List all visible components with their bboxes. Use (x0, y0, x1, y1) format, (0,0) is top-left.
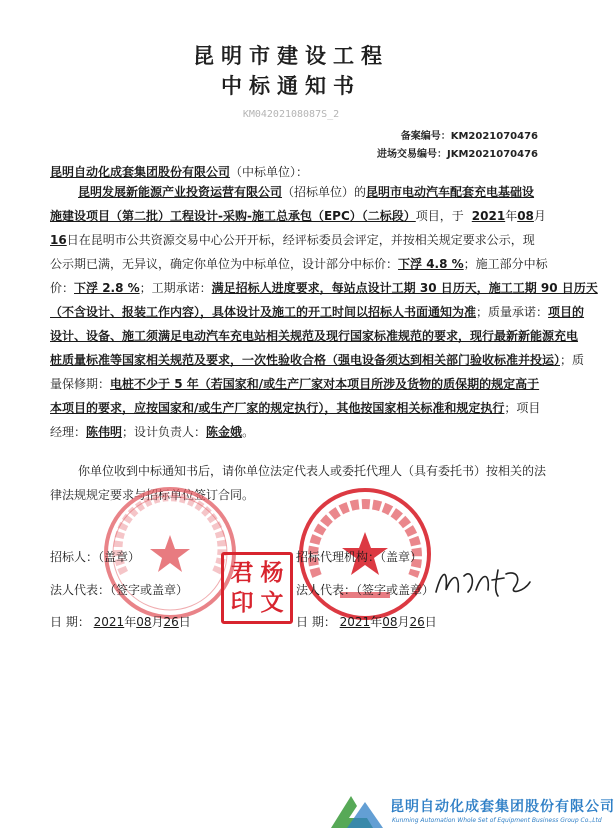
seal-char: 杨 (260, 559, 284, 586)
tenderer-stamp-label: 招标人：（盖章） (50, 550, 141, 564)
personal-seal (221, 552, 293, 624)
company-logo-icon (327, 792, 387, 832)
agency-stamp-label: 招标代理机构：（盖章） (296, 550, 423, 564)
open-year: 2021 (471, 209, 506, 223)
body-text: ；设计负责人： (122, 425, 207, 439)
footer-company-cn: 昆明自动化成套集团股份有限公司 (390, 799, 615, 815)
body-text: 价： (50, 281, 75, 295)
document-number: KM04202108087S_2 (242, 109, 340, 120)
body-text: ；项目 (504, 401, 541, 415)
date-day: 26 (163, 615, 179, 629)
footer-company-en: Kunming Automation Whole Set of Equipment Business Group Co.,Ltd (392, 817, 602, 824)
month-unit: 月 (397, 615, 410, 629)
quality-commitment-cont: 设计、设备、施工须满足电动汽车充电站相关规范及现行国家标准规范的要求，现行最新新能源充电 (50, 329, 579, 343)
footer-brand (0, 790, 615, 840)
design-lead: 陈金娥 (206, 425, 243, 439)
agency-legal-rep-label: 法人代表：（签字或盖章） (296, 583, 435, 597)
seal-char: 文 (260, 589, 284, 616)
recipient-line (50, 163, 308, 180)
agency-date (296, 613, 437, 630)
body-line-2 (50, 207, 546, 225)
open-month: 08 (517, 209, 534, 223)
tenderer-date (50, 613, 191, 630)
year-unit: 年 (370, 615, 383, 629)
title-line-2: 中标通知书 (221, 73, 361, 98)
recipient-suffix: （中标单位）： (230, 165, 309, 179)
filing-label: 备案编号： (400, 131, 451, 142)
quality-commitment-end: 桩质量标准等国家相关规范及要求，一次性验收合格（强电设备须达到相关部门验收标准并投运） (50, 353, 561, 367)
body-line-3 (50, 231, 535, 249)
warranty-period: 电桩不少于 5 年（若国家和/或生产厂家对本项目所涉及货物的质保期的规定高于 (110, 377, 540, 391)
body-text: ；工期承诺： (139, 281, 212, 295)
day-unit: 日 (178, 615, 191, 629)
body-line-7 (50, 327, 578, 345)
winning-bidder-name: 昆明自动化成套集团股份有限公司 (50, 165, 231, 179)
body-line-1 (78, 183, 534, 201)
schedule-commitment: 满足招标人进度要求，每站点设计工期 30 日历天，施工工期 90 日历天 (211, 281, 598, 295)
warranty-period-cont: 本项目的要求，应按国家和/或生产厂家的规定执行），其他按国家相关标准和规定执行 (50, 401, 505, 415)
body-text: ；质 (560, 353, 585, 367)
open-day: 16 (50, 233, 67, 247)
project-manager: 陈伟明 (86, 425, 123, 439)
body-line-6 (50, 303, 584, 321)
filing-number (401, 127, 538, 142)
body-text: 量保修期： (50, 377, 111, 391)
body-text: 。 (242, 425, 255, 439)
design-bid-price: 下浮 4.8 % (398, 257, 464, 271)
body-text: 经理： (50, 425, 87, 439)
body-line-11 (50, 423, 254, 441)
date-label: 日 期： (296, 615, 336, 629)
seal-char: 君 (230, 559, 254, 586)
date-month: 08 (382, 615, 398, 629)
date-month: 08 (136, 615, 152, 629)
construction-bid-price: 下浮 2.8 % (74, 281, 140, 295)
project-name-part2: 施建设项目（第二批）工程设计-采购-施工总承包（EPC）（二标段） (50, 209, 416, 223)
quality-commitment: 项目的 (548, 305, 585, 319)
body-text: 日在昆明市公共资源交易中心公开开标，经评标委员会评定，并按相关规定要求公示，现 (66, 233, 535, 247)
tenderer-legal-rep-label: 法人代表：（签字或盖章） (50, 583, 189, 597)
title-line-1: 昆明市建设工程 (193, 43, 389, 68)
year-unit: 年 (124, 615, 137, 629)
body-line-4 (50, 255, 548, 273)
month-unit: 月 (151, 615, 164, 629)
year-unit: 年 (505, 209, 518, 223)
date-year: 2021 (93, 615, 125, 629)
body-line-8 (50, 351, 584, 369)
body-line-5 (50, 279, 598, 297)
body-line-10 (50, 399, 540, 417)
project-name-part1: 昆明市电动汽车配套充电基础设 (366, 185, 535, 199)
month-unit: 月 (533, 209, 546, 223)
schedule-commitment-cont: （不含设计、报装工作内容），具体设计及施工的开工时间以招标人书面通知为准 (50, 305, 477, 319)
trade-label: 进场交易编号： (376, 149, 447, 160)
date-year: 2021 (339, 615, 371, 629)
date-day: 26 (409, 615, 425, 629)
body-text: （招标单位）的 (282, 185, 367, 199)
body-text: ；质量承诺： (476, 305, 549, 319)
handwritten-signature (432, 562, 536, 602)
body-line-9 (50, 375, 539, 393)
filing-value: KM2021070476 (450, 131, 538, 142)
date-label: 日 期： (50, 615, 90, 629)
trade-value: JKM2021070476 (446, 149, 538, 160)
trade-number (377, 145, 538, 160)
seal-char: 印 (230, 589, 254, 616)
day-unit: 日 (424, 615, 437, 629)
contract-notice-line-2: 律法规规定要求与招标单位签订合同。 (50, 488, 255, 502)
body-text: 公示期已满，无异议，确定你单位为中标单位，设计部分中标价： (50, 257, 399, 271)
body-text: 项目，于 (415, 209, 464, 223)
body-text: ；施工部分中标 (463, 257, 548, 271)
contract-notice-line-1: 你单位收到中标通知书后，请你单位法定代表人或委托代理人（具有委托书）按相关的法 (78, 464, 547, 478)
tenderer-name: 昆明发展新能源产业投资运营有限公司 (78, 185, 283, 199)
